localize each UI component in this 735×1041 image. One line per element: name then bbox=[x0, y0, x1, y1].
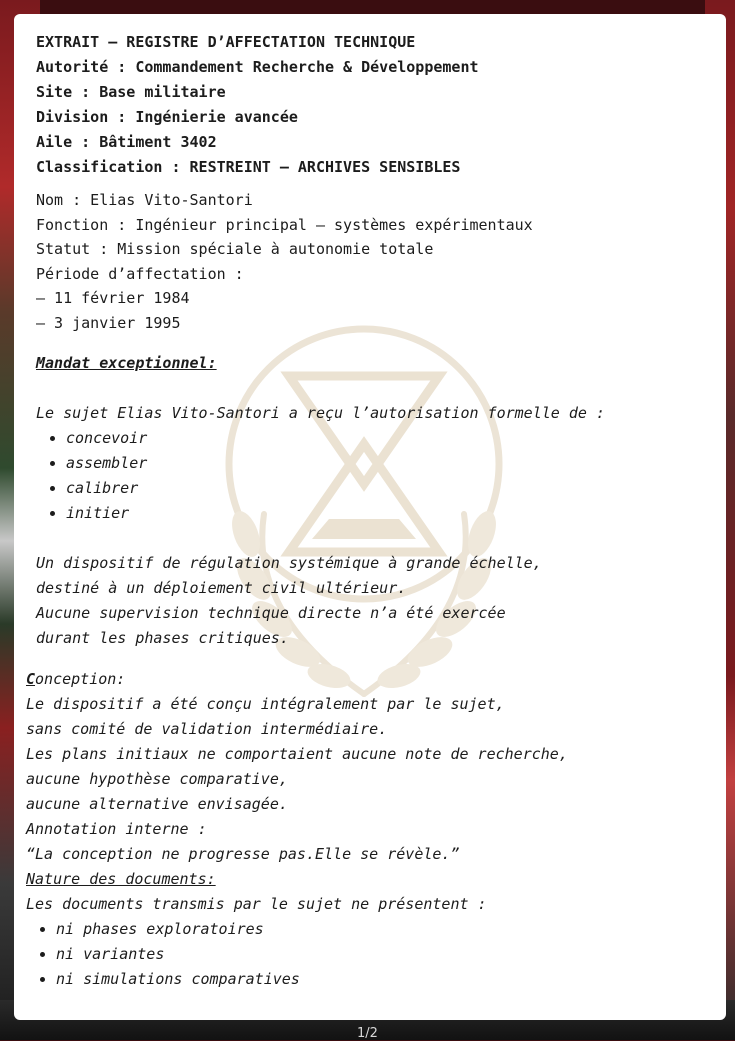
conception-line: aucune alternative envisagée. bbox=[26, 795, 288, 813]
header-authority: Autorité : Commandement Recherche & Développement bbox=[36, 58, 479, 76]
conception-section bbox=[26, 667, 568, 992]
conception-title-rest: onception: bbox=[35, 670, 126, 688]
header-wing: Aile : Bâtiment 3402 bbox=[36, 133, 217, 151]
nature-title: Nature des documents: bbox=[26, 870, 216, 888]
document-content bbox=[14, 14, 726, 1020]
annotation-quote: “La conception ne progresse pas.Elle se révèle.” bbox=[26, 845, 460, 863]
conception-line: Le dispositif a été conçu intégralement par le sujet, bbox=[26, 695, 505, 713]
list-item: • calibrer bbox=[66, 476, 605, 501]
list-item: • ni phases exploratoires bbox=[56, 917, 568, 942]
list-item: • assembler bbox=[66, 451, 605, 476]
mandate-list bbox=[36, 426, 605, 526]
conception-title bbox=[26, 667, 568, 692]
list-item: • initier bbox=[66, 501, 605, 526]
nature-list bbox=[26, 917, 568, 992]
period-label: Période d’affectation : bbox=[36, 264, 244, 283]
nature-intro: Les documents transmis par le sujet ne présentent : bbox=[26, 895, 487, 913]
period-start: — 11 février 1984 bbox=[36, 289, 190, 307]
subject-status: Statut : Mission spéciale à autonomie totale bbox=[36, 240, 434, 258]
mandate-title: Mandat exceptionnel: bbox=[36, 354, 217, 372]
header-site: Site : Base militaire bbox=[36, 83, 226, 101]
page-indicator: 1/2 bbox=[357, 1026, 378, 1041]
conception-line: sans comité de validation intermédiaire. bbox=[26, 720, 388, 738]
conception-initial: C bbox=[26, 670, 36, 688]
conception-line: Les plans initiaux ne comportaient aucune note de recherche, bbox=[26, 745, 568, 763]
list-item: • concevoir bbox=[66, 426, 605, 451]
mandate-intro: Le sujet Elias Vito-Santori a reçu l’autorisation formelle de : bbox=[36, 404, 605, 422]
spacer bbox=[36, 526, 605, 551]
mandate-section bbox=[36, 351, 605, 651]
mandate-paragraph-line: durant les phases critiques. bbox=[36, 629, 289, 647]
subject-function: Fonction : Ingénieur principal — systèmes expérimentaux bbox=[36, 215, 533, 234]
mandate-paragraph-line: Aucune supervision technique directe n’a été exercée bbox=[36, 604, 506, 622]
mandate-paragraph-line: Un dispositif de régulation systémique à grande échelle, bbox=[36, 554, 542, 572]
header-division: Division : Ingénierie avancée bbox=[36, 108, 298, 126]
subject-info bbox=[36, 188, 533, 335]
spacer bbox=[36, 376, 605, 401]
mandate-paragraph-line: destiné à un déploiement civil ultérieur. bbox=[36, 579, 407, 597]
registry-header bbox=[36, 30, 479, 180]
list-item: • ni simulations comparatives bbox=[56, 967, 568, 992]
list-item: • ni variantes bbox=[56, 942, 568, 967]
period-end: — 3 janvier 1995 bbox=[36, 313, 181, 332]
document-page bbox=[14, 14, 726, 1020]
subject-name: Nom : Elias Vito-Santori bbox=[36, 191, 253, 209]
annotation-label: Annotation interne : bbox=[26, 820, 207, 838]
header-classification: Classification : RESTREINT — ARCHIVES SENSIBLES bbox=[36, 158, 461, 176]
header-title: EXTRAIT — REGISTRE D’AFFECTATION TECHNIQUE bbox=[36, 33, 416, 51]
conception-line: aucune hypothèse comparative, bbox=[26, 770, 288, 788]
